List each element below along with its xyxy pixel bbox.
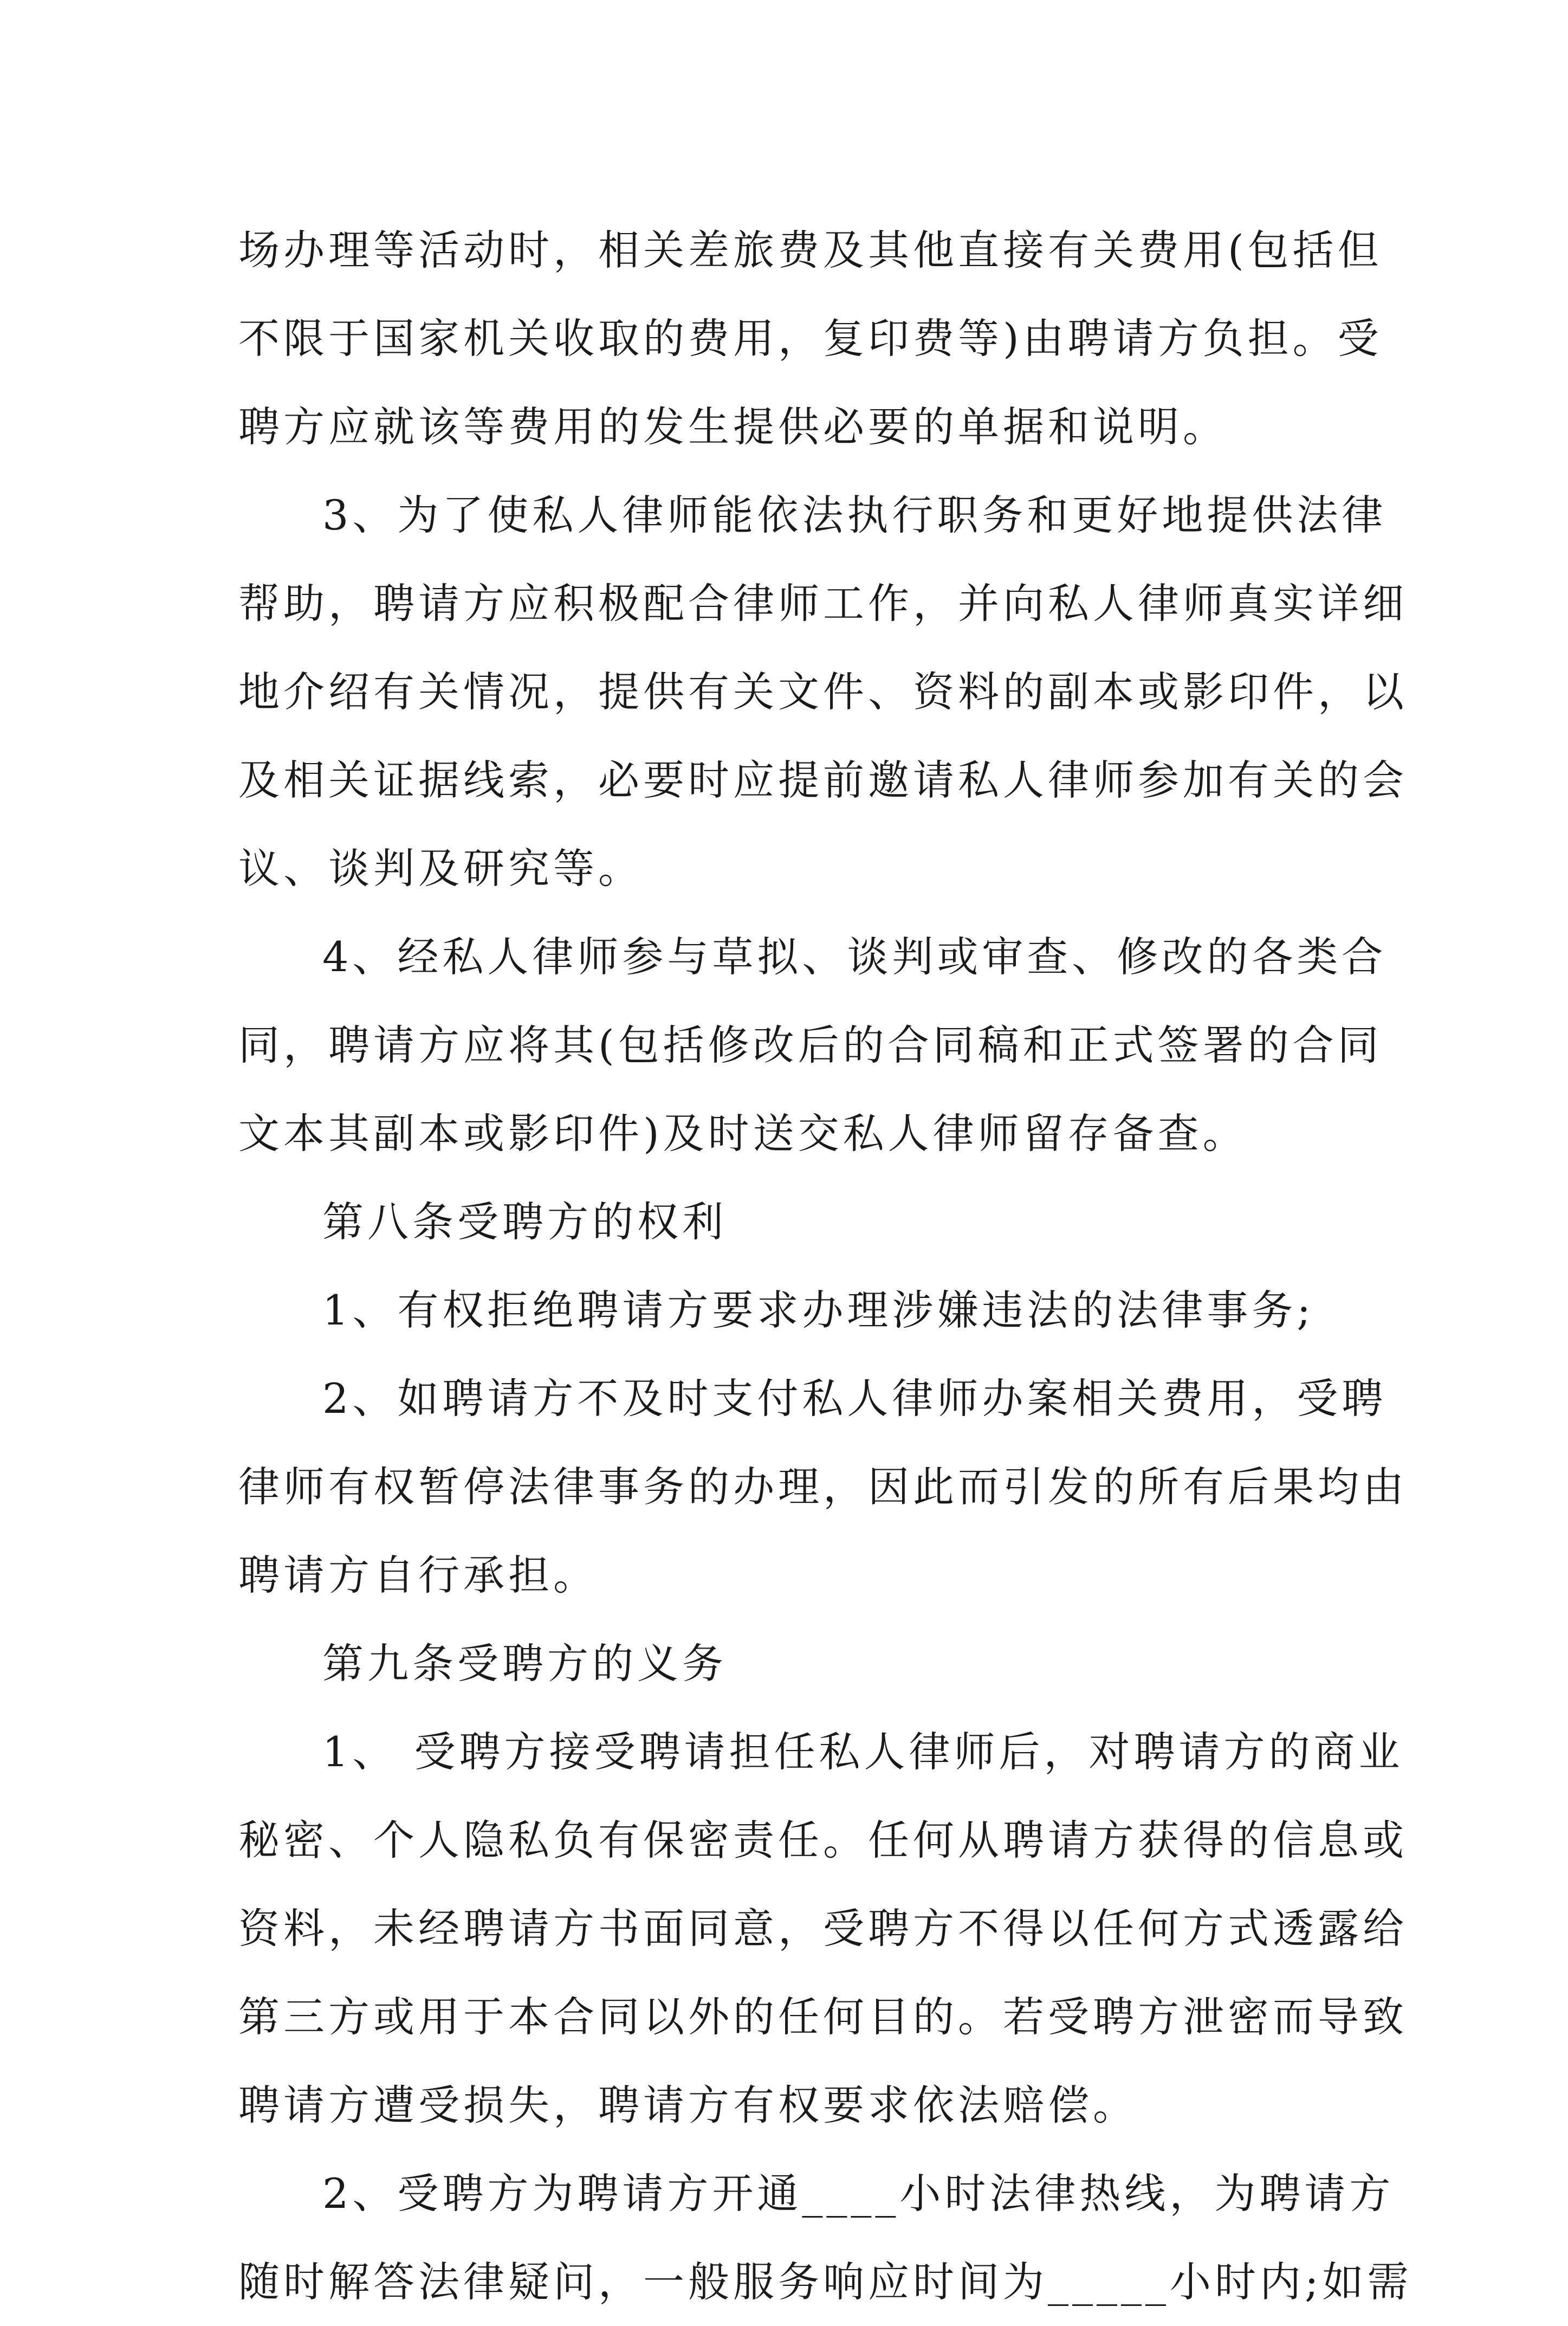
text-line: 场办理等活动时，相关差旅费及其他直接有关费用(包括但 — [238, 226, 1383, 274]
text-line: 议、谈判及研究等。 — [238, 844, 643, 893]
text-line: 3、为了使私人律师能依法执行职务和更好地提供法律 — [322, 491, 1387, 539]
text-line: 同，聘请方应将其(包括修改后的合同稿和正式签署的合同 — [238, 1021, 1383, 1069]
text-line: 聘请方遭受损失，聘请方有权要求依法赔偿。 — [238, 2081, 1138, 2129]
text-line: 帮助，聘请方应积极配合律师工作，并向私人律师真实详细 — [238, 579, 1408, 628]
text-line: 聘请方自行承担。 — [238, 1551, 598, 1599]
section-heading: 第八条受聘方的权利 — [322, 1198, 727, 1246]
text-line: 1、 受聘方接受聘请担任私人律师后，对聘请方的商业 — [322, 1728, 1404, 1776]
text-line: 秘密、个人隐私负有保密责任。任何从聘请方获得的信息或 — [238, 1816, 1408, 1864]
text-line: 地介绍有关情况，提供有关文件、资料的副本或影印件，以 — [238, 668, 1408, 716]
text-line: 资料，未经聘请方书面同意，受聘方不得以任何方式透露给 — [238, 1904, 1408, 1953]
text-line: 1、有权拒绝聘请方要求办理涉嫌违法的法律事务; — [322, 1286, 1314, 1334]
text-line: 4、经私人律师参与草拟、谈判或审查、修改的各类合 — [322, 933, 1387, 981]
text-line: 2、受聘方为聘请方开通____小时法律热线，为聘请方 — [322, 2169, 1395, 2218]
text-line: 不限于国家机关收取的费用，复印费等)由聘请方负担。受 — [238, 314, 1383, 363]
text-line: 第三方或用于本合同以外的任何目的。若受聘方泄密而导致 — [238, 1993, 1408, 2041]
document-page — [238, 206, 1413, 2326]
text-line: 律师有权暂停法律事务的办理，因此而引发的所有后果均由 — [238, 1463, 1408, 1511]
text-line: 及相关证据线索，必要时应提前邀请私人律师参加有关的会 — [238, 756, 1408, 804]
text-line: 聘方应就该等费用的发生提供必要的单据和说明。 — [238, 403, 1228, 451]
text-line: 随时解答法律疑问，一般服务响应时间为_____小时内;如需 — [238, 2258, 1413, 2306]
text-line: 文本其副本或影印件)及时送交私人律师留存备查。 — [238, 1109, 1248, 1158]
text-line: 2、如聘请方不及时支付私人律师办案相关费用，受聘 — [322, 1374, 1387, 1423]
section-heading: 第九条受聘方的义务 — [322, 1639, 727, 1688]
